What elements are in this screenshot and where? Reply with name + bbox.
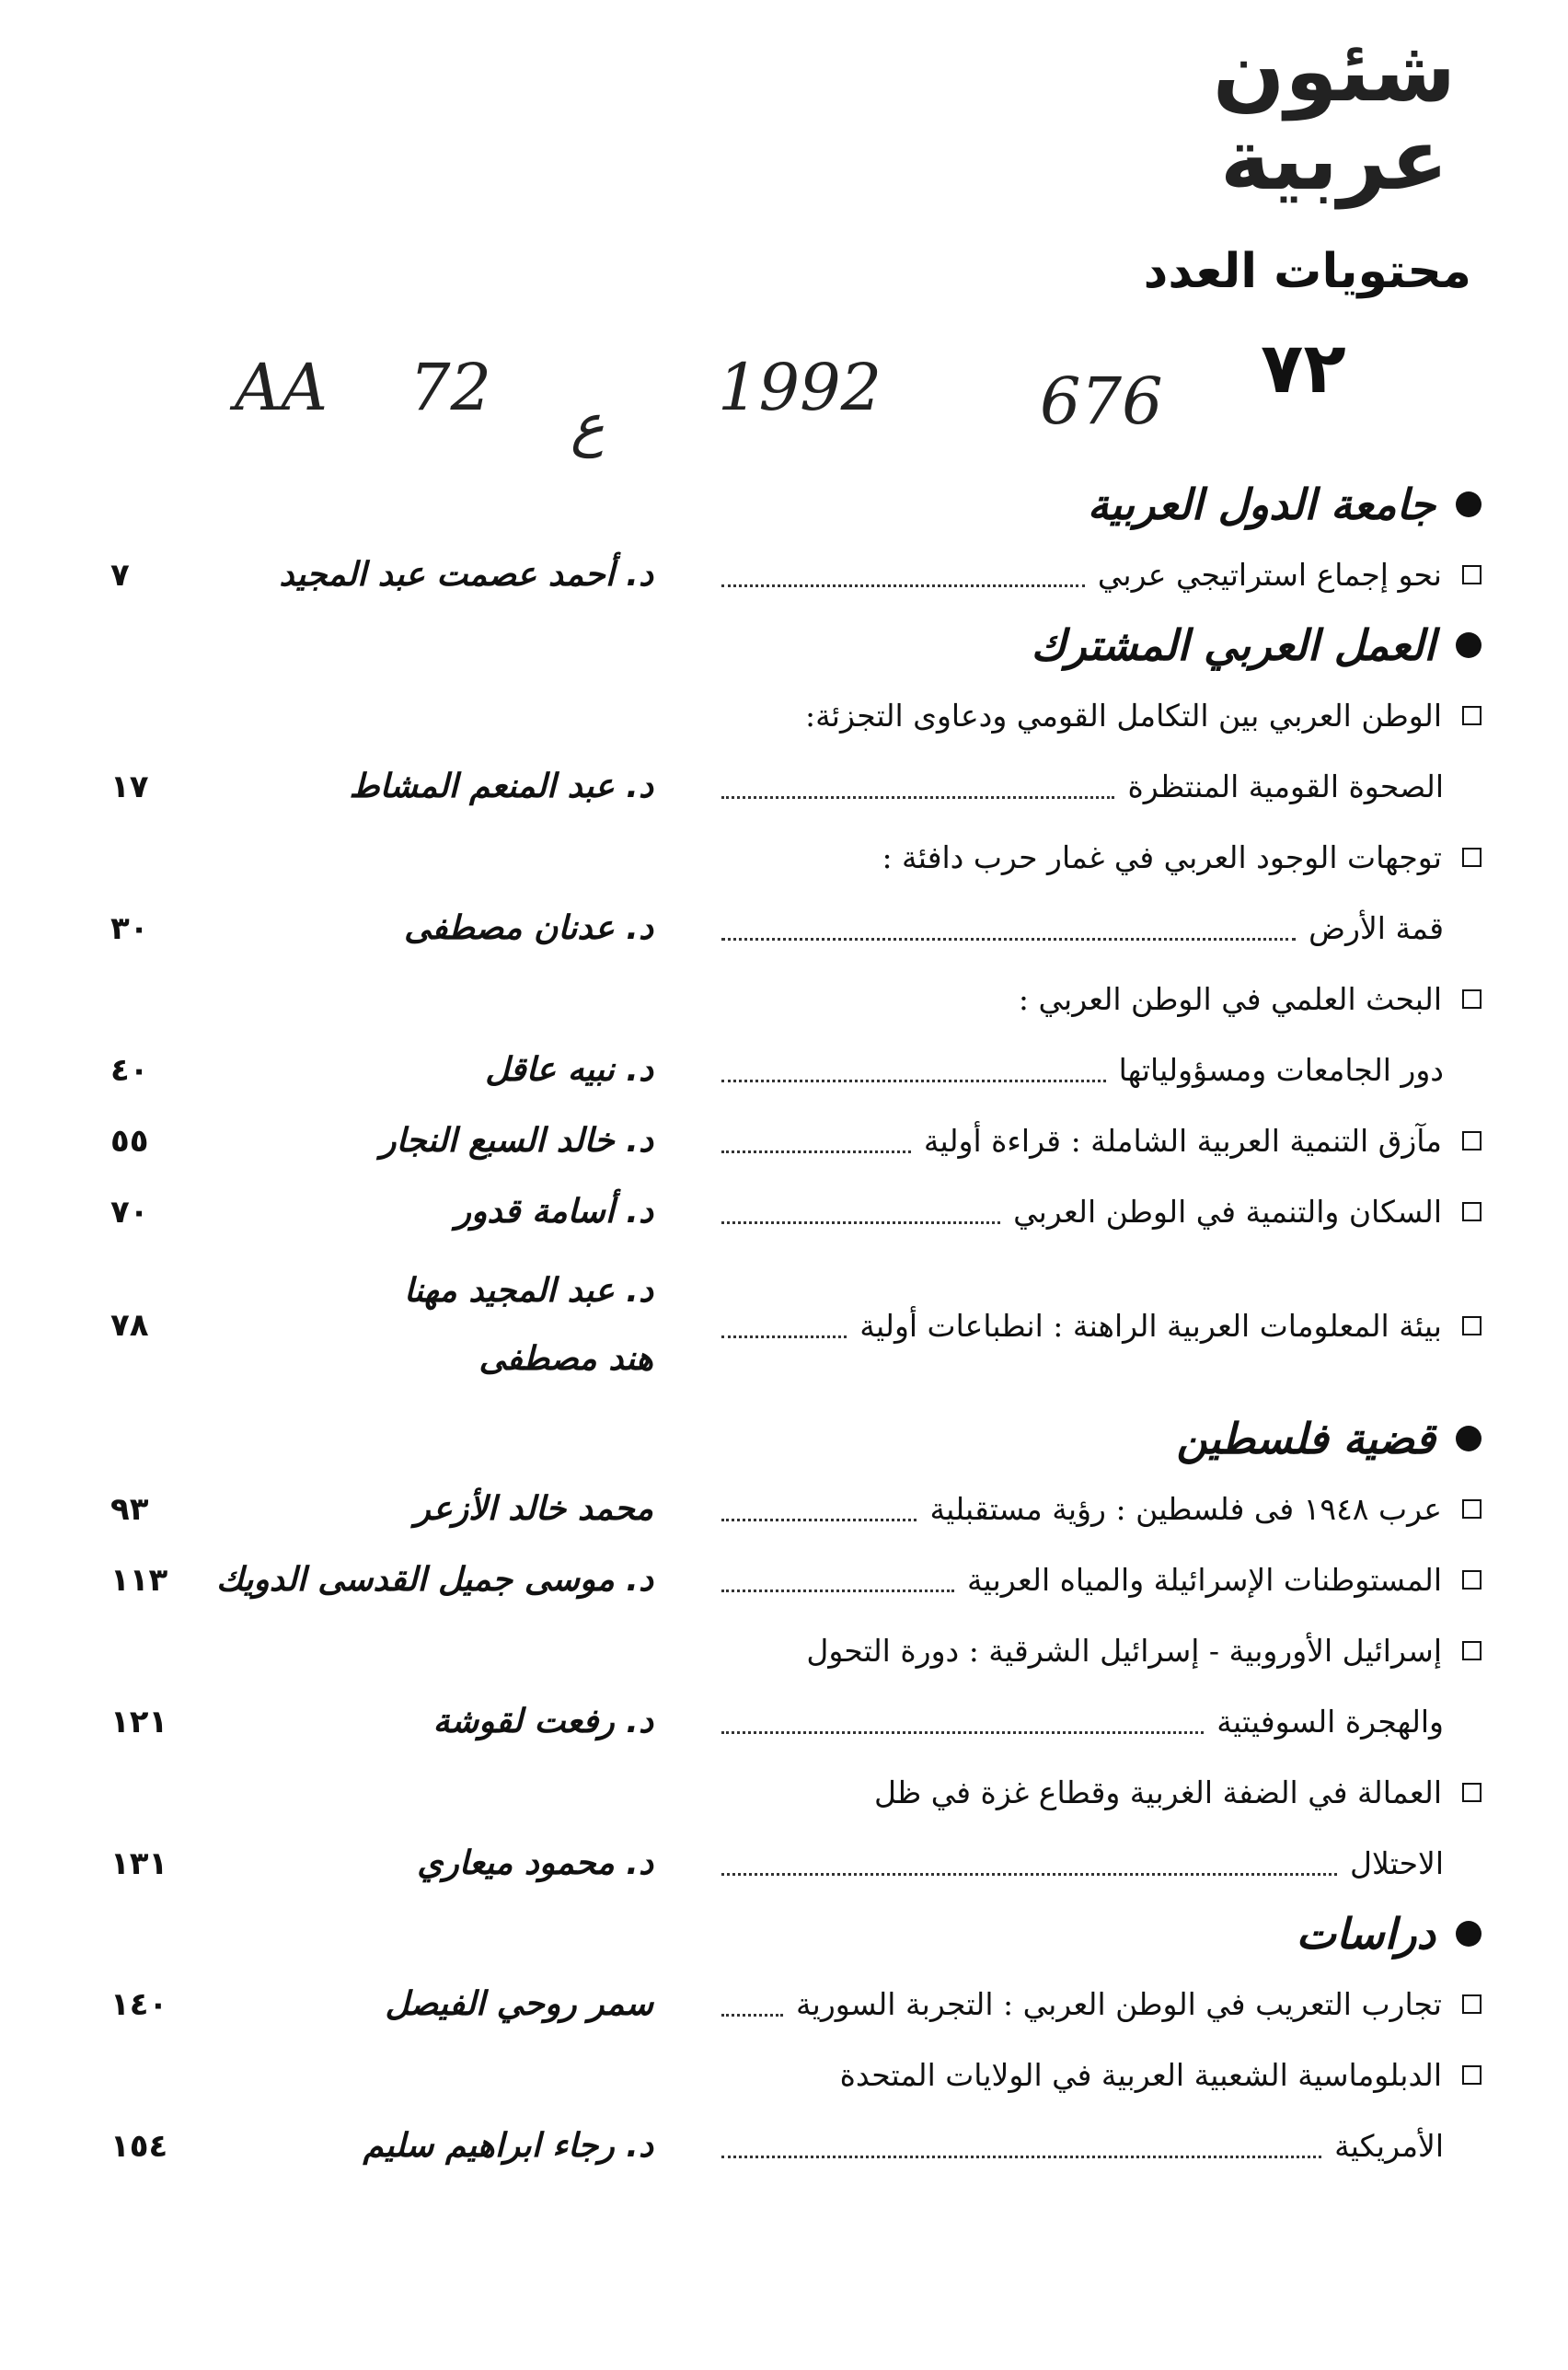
toc-entry <box>37 1757 1482 1828</box>
toc-entry <box>37 1969 1482 2040</box>
entry-author-cell <box>221 909 709 947</box>
entry-title-cell <box>709 1845 1482 1881</box>
entry-author-cell <box>221 1490 709 1528</box>
section-heading <box>37 610 1482 680</box>
entry-page-number: ١٣١ <box>110 1844 168 1882</box>
entry-page-number: ٧٠ <box>110 1193 149 1231</box>
entry-author: د. خالد السبع النجار <box>380 1122 653 1160</box>
entry-title: البحث العلمي في الوطن العربي : <box>1018 981 1442 1017</box>
entry-title: قمة الأرض <box>1309 910 1444 946</box>
handwritten-code: AA <box>235 350 329 425</box>
entry-title-cell <box>709 1308 1482 1344</box>
toc-entry <box>37 822 1482 893</box>
section-title: جامعة الدول العربية <box>1087 480 1435 529</box>
entry-title-cell <box>709 1123 1482 1159</box>
handwritten-ref: 676 <box>1040 364 1163 439</box>
entry-author: د. عدنان مصطفى <box>404 909 653 947</box>
section-title: العمل العربي المشترك <box>1031 620 1435 670</box>
entry-title-cell <box>709 1562 1482 1598</box>
entry-title-cell <box>709 2057 1482 2093</box>
leader-dots <box>721 1873 1337 1876</box>
entry-page-number: ٣٠ <box>110 909 149 947</box>
entry-page-number: ٩٣ <box>110 1490 149 1528</box>
toc-entry <box>37 1615 1482 1686</box>
leader-dots <box>721 2156 1321 2158</box>
toc-entry <box>37 1176 1482 1247</box>
entry-title-cell <box>709 698 1482 734</box>
masthead-logo <box>1196 22 1472 212</box>
leader-dots <box>721 1150 911 1153</box>
bullet-icon <box>1456 491 1482 517</box>
entry-page-number: ٧٨ <box>110 1307 149 1344</box>
entry-author-cell <box>221 1844 709 1882</box>
entry-title: الوطن العربي بين التكامل القومي ودعاوى التجزئة: <box>804 698 1442 734</box>
entry-title: المستوطنات الإسرائيلة والمياه العربية <box>966 1562 1442 1598</box>
toc-entry <box>37 1686 1482 1757</box>
entry-title-cell <box>709 1491 1482 1527</box>
entry-title: الاحتلال <box>1349 1845 1444 1881</box>
checkbox-square-icon <box>1462 989 1482 1009</box>
handwritten-year: 1992 <box>718 350 882 425</box>
entry-author: د. نبيه عاقل <box>485 1051 653 1089</box>
entry-author-cell <box>221 1985 709 2023</box>
section-title: قضية فلسطين <box>1176 1414 1435 1463</box>
entry-title: الدبلوماسية الشعبية العربية في الولايات المتحدة <box>839 2057 1442 2093</box>
entry-author-cell <box>216 1561 709 1599</box>
entry-title: مآزق التنمية العربية الشاملة : قراءة أولية <box>923 1123 1442 1159</box>
toc-entry <box>37 1474 1482 1544</box>
entry-author-cell <box>221 768 709 805</box>
toc-entry <box>37 2040 1482 2110</box>
checkbox-square-icon <box>1462 1641 1482 1660</box>
checkbox-square-icon <box>1462 565 1482 584</box>
toc-entry <box>37 1247 1482 1404</box>
entry-title: بيئة المعلومات العربية الراهنة : انطباعات أولية <box>859 1307 1442 1344</box>
entry-author-second: هند مصطفى <box>478 1340 653 1378</box>
checkbox-square-icon <box>1462 2065 1482 2085</box>
entry-title-cell <box>709 769 1482 804</box>
issue-number: ٧٢ <box>1261 327 1346 409</box>
masthead-line-2: عربية <box>1220 110 1448 209</box>
leader-dots <box>721 1080 1106 1082</box>
entry-author: د. رجاء ابراهيم سليم <box>363 2127 653 2165</box>
entry-title-cell <box>709 910 1482 946</box>
checkbox-square-icon <box>1462 1131 1482 1150</box>
handwritten-issue: 72 <box>409 350 492 425</box>
toc-entry <box>37 751 1482 822</box>
entry-title-cell <box>709 981 1482 1017</box>
entry-title: الصحوة القومية المنتظرة <box>1127 769 1444 804</box>
section-heading <box>37 1404 1482 1474</box>
entry-page-number: ٥٥ <box>110 1122 149 1160</box>
entry-author: د. موسى جميل القدسى الدويك <box>216 1561 653 1599</box>
entry-title-cell <box>709 839 1482 875</box>
checkbox-square-icon <box>1462 1202 1482 1221</box>
checkbox-square-icon <box>1462 1316 1482 1335</box>
section-heading <box>37 469 1482 539</box>
entry-page-number: ٧ <box>110 556 130 594</box>
toc-entry <box>37 1544 1482 1615</box>
handwritten-letter: ع <box>571 391 605 458</box>
entry-author-cell <box>221 1051 709 1089</box>
entry-title-cell <box>709 1775 1482 1810</box>
entry-title: دور الجامعات ومسؤولياتها <box>1118 1052 1444 1088</box>
entry-author-cell <box>221 1703 709 1740</box>
bullet-icon <box>1456 1426 1482 1451</box>
entry-author: د. أسامة قدور <box>455 1193 653 1231</box>
entry-author: د. محمود ميعاري <box>417 1844 653 1882</box>
entry-page-number: ١١٣ <box>110 1561 168 1599</box>
leader-dots <box>721 584 1085 587</box>
entry-title-cell <box>709 1704 1482 1740</box>
entry-page-number: ٤٠ <box>110 1051 149 1089</box>
entry-author: د. أحمد عصمت عبد المجيد <box>279 556 653 594</box>
entry-page-number: ١٥٤ <box>110 2127 168 2165</box>
entry-title: توجهات الوجود العربي في غمار حرب دافئة : <box>882 839 1442 875</box>
entry-author-cell <box>221 2127 709 2165</box>
entry-title-cell <box>709 1052 1482 1088</box>
bullet-icon <box>1456 1921 1482 1947</box>
checkbox-square-icon <box>1462 1994 1482 2014</box>
toc-entry <box>37 1828 1482 1899</box>
entry-title: العمالة في الضفة الغربية وقطاع غزة في ظل <box>874 1775 1442 1810</box>
entry-author: محمد خالد الأزعر <box>414 1490 653 1528</box>
leader-dots <box>721 1335 847 1338</box>
entry-page-number: ١٧ <box>110 768 149 805</box>
toc-entry <box>37 2110 1482 2181</box>
table-of-contents <box>37 469 1482 2181</box>
leader-dots <box>721 1731 1204 1734</box>
checkbox-square-icon <box>1462 706 1482 725</box>
bullet-icon <box>1456 632 1482 658</box>
entry-title-cell <box>709 1986 1482 2022</box>
entry-title: تجارب التعريب في الوطن العربي : التجربة السورية <box>795 1986 1442 2022</box>
leader-dots <box>721 938 1296 941</box>
entry-title-cell <box>709 1633 1482 1669</box>
entry-author: د. عبد المنعم المشاط <box>349 768 653 805</box>
entry-title: السكان والتنمية في الوطن العربي <box>1013 1194 1442 1230</box>
entry-title-cell <box>709 2128 1482 2164</box>
toc-entry <box>37 539 1482 610</box>
section-heading <box>37 1899 1482 1969</box>
entry-page-number: ١٤٠ <box>110 1985 168 2023</box>
leader-dots <box>721 2014 783 2017</box>
entry-author: سمر روحي الفيصل <box>385 1985 653 2023</box>
entry-title: والهجرة السوفيتية <box>1216 1704 1444 1740</box>
entry-author-cell <box>221 1122 709 1160</box>
leader-dots <box>721 1590 954 1592</box>
entry-author-cell <box>221 1193 709 1231</box>
toc-entry <box>37 1105 1482 1176</box>
section-title: دراسات <box>1296 1909 1435 1959</box>
contents-title: محتويات العدد <box>1143 244 1471 299</box>
toc-entry <box>37 1035 1482 1105</box>
entry-title: إسرائيل الأوروبية - إسرائيل الشرقية : دورة التحول <box>806 1633 1442 1669</box>
entry-title-cell <box>709 557 1482 593</box>
checkbox-square-icon <box>1462 848 1482 867</box>
toc-entry <box>37 893 1482 964</box>
masthead-line-1: شئون <box>1212 22 1457 121</box>
entry-author-cell <box>221 556 709 594</box>
entry-author: د. رفعت لقوشة <box>432 1703 653 1740</box>
leader-dots <box>721 1519 917 1521</box>
toc-entry <box>37 680 1482 751</box>
checkbox-square-icon <box>1462 1570 1482 1590</box>
leader-dots <box>721 796 1114 799</box>
checkbox-square-icon <box>1462 1783 1482 1802</box>
entry-title: الأمريكية <box>1334 2128 1444 2164</box>
toc-entry <box>37 964 1482 1035</box>
checkbox-square-icon <box>1462 1499 1482 1519</box>
entry-author-cell <box>221 1257 709 1393</box>
entry-title: نحو إجماع استراتيجي عربي <box>1097 557 1442 593</box>
entry-title: عرب ١٩٤٨ فى فلسطين : رؤية مستقبلية <box>929 1491 1442 1527</box>
entry-page-number: ١٢١ <box>110 1703 168 1740</box>
entry-author: د. عبد المجيد مهنا <box>403 1272 653 1310</box>
entry-title-cell <box>709 1194 1482 1230</box>
leader-dots <box>721 1221 1000 1224</box>
